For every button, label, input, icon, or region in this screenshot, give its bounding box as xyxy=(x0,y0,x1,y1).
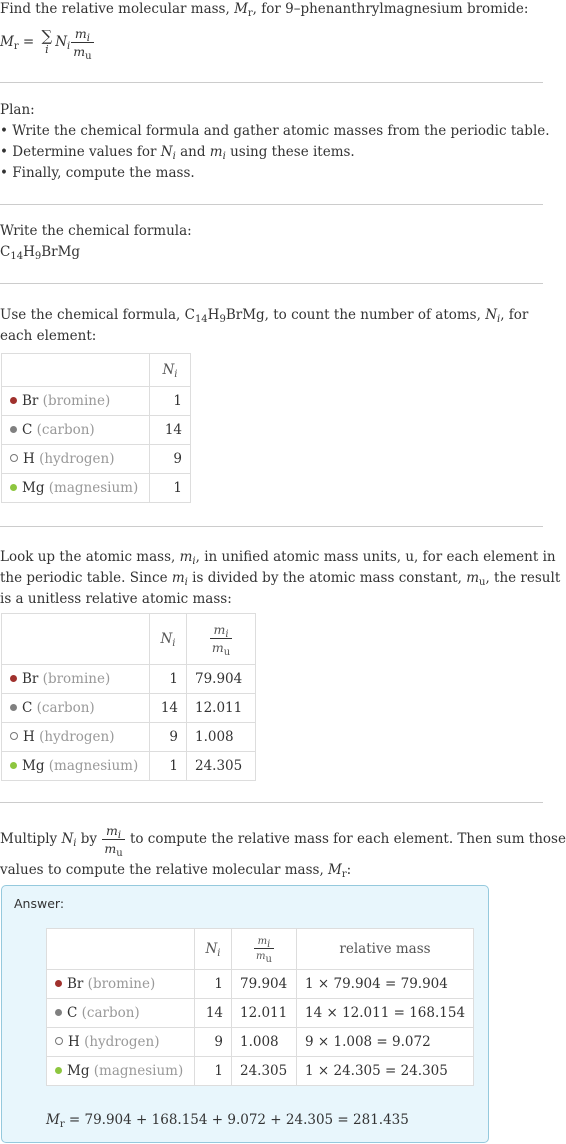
hydrogen-dot-icon xyxy=(10,454,18,462)
count-formula-rest: BrMg xyxy=(225,307,265,323)
count-cell: 9 xyxy=(150,445,191,474)
header-N-text: N xyxy=(160,631,173,647)
symbol-M: M xyxy=(234,1,248,17)
count-cell: 14 xyxy=(195,999,232,1028)
relative-mass-cell: 14 × 12.011 = 168.154 xyxy=(297,999,474,1028)
multiply-mu: m xyxy=(104,840,117,856)
question-compound: , for 9–phenanthrylmagnesium bromide: xyxy=(252,1,529,17)
element-symbol: C xyxy=(22,422,33,438)
element-symbol: H xyxy=(68,1034,80,1050)
count-text-line2: each element: xyxy=(0,328,97,344)
relative-mass-cell: 1 × 79.904 = 79.904 xyxy=(297,970,474,999)
element-symbol: C xyxy=(22,700,33,716)
count-cell: 9 xyxy=(195,1028,232,1057)
lookup-2a: the periodic table. Since xyxy=(0,570,172,586)
table-row xyxy=(2,665,256,694)
table-row xyxy=(47,970,474,999)
element-cell xyxy=(2,387,150,416)
header-N-text: N xyxy=(205,941,218,957)
mass-cell: 1.008 xyxy=(232,1028,297,1057)
count-formula-H-sub: 9 xyxy=(219,314,226,325)
header-N xyxy=(150,354,191,387)
bromine-dot-icon xyxy=(10,397,17,404)
table-header-row xyxy=(47,929,474,970)
header-N xyxy=(195,929,232,970)
element-symbol: Mg xyxy=(22,480,45,496)
lookup-m2: m xyxy=(171,570,185,586)
multiply-line-2 xyxy=(0,861,351,879)
element-symbol: C xyxy=(67,1005,78,1021)
mass-cell: 24.305 xyxy=(187,752,256,781)
count-cell: 14 xyxy=(150,694,187,723)
header-relative-mass: relative mass xyxy=(297,929,474,970)
count-cell: 1 xyxy=(150,387,191,416)
header-mu: m xyxy=(256,951,266,962)
answer-result xyxy=(46,1111,409,1129)
answer-label: Answer: xyxy=(14,896,65,911)
divider xyxy=(0,82,543,83)
element-name: (magnesium) xyxy=(48,480,139,496)
divider xyxy=(0,283,543,284)
element-symbol: Br xyxy=(22,671,39,687)
multiply-line-1 xyxy=(0,820,566,858)
element-name: (carbon) xyxy=(36,700,95,716)
table-row xyxy=(2,474,191,503)
header-mass-ratio xyxy=(187,614,256,665)
header-mu-sub: u xyxy=(265,954,272,965)
mass-cell: 12.011 xyxy=(232,999,297,1028)
multiply-2a: values to compute the relative molecular mass, xyxy=(0,862,329,878)
plan-item-1: • Write the chemical formula and gather atomic masses from the periodic table. xyxy=(0,123,550,139)
plan-N: N xyxy=(160,144,173,160)
header-empty xyxy=(47,929,195,970)
formula-N: N xyxy=(55,34,68,50)
header-empty xyxy=(2,354,150,387)
lookup-m: m xyxy=(179,549,193,565)
header-mi-sub: i xyxy=(267,939,271,950)
element-name: (hydrogen) xyxy=(39,729,115,745)
element-symbol: Mg xyxy=(22,758,45,774)
element-cell xyxy=(47,1028,195,1057)
multiply-M: M xyxy=(328,862,342,878)
count-text-line1 xyxy=(0,306,528,324)
element-cell xyxy=(47,999,195,1028)
header-mu: m xyxy=(211,640,224,655)
table-row xyxy=(2,416,191,445)
plan-item-2-lead: • Determine values for xyxy=(0,144,161,160)
lookup-2c: , the result xyxy=(485,570,561,586)
element-cell xyxy=(2,752,150,781)
formula-fraction xyxy=(71,25,93,62)
count-formula-C-sub: 14 xyxy=(194,314,208,325)
magnesium-dot-icon xyxy=(10,484,17,491)
relative-mass-cell: 1 × 24.305 = 24.305 xyxy=(297,1057,474,1086)
multiply-a: Multiply xyxy=(0,831,62,847)
header-mi-sub: i xyxy=(225,629,229,640)
table-row xyxy=(2,752,256,781)
mass-cell: 79.904 xyxy=(232,970,297,999)
element-name: (carbon) xyxy=(36,422,95,438)
count-table xyxy=(1,353,191,503)
relative-mass-cell: 9 × 1.008 = 9.072 xyxy=(297,1028,474,1057)
bromine-dot-icon xyxy=(10,675,17,682)
symbol-M-sub: r xyxy=(247,8,253,19)
element-symbol: Br xyxy=(22,393,39,409)
element-cell xyxy=(47,1057,195,1086)
element-cell xyxy=(2,416,150,445)
element-symbol: Mg xyxy=(67,1063,90,1079)
frac-num: m xyxy=(74,25,87,41)
count-cell: 9 xyxy=(150,723,187,752)
header-N xyxy=(150,614,187,665)
header-mi: m xyxy=(213,622,226,637)
count-cell: 14 xyxy=(150,416,191,445)
carbon-dot-icon xyxy=(55,1009,62,1016)
lookup-line-2 xyxy=(0,569,560,587)
count-N: N xyxy=(485,307,497,323)
element-cell xyxy=(47,970,195,999)
mass-cell: 1.008 xyxy=(187,723,256,752)
element-cell xyxy=(2,723,150,752)
element-name: (magnesium) xyxy=(93,1063,184,1079)
formula-H-sub: 9 xyxy=(34,251,42,262)
answer-table xyxy=(46,928,474,1086)
multiply-fraction xyxy=(102,822,124,859)
question-text xyxy=(0,0,528,18)
frac-den: m xyxy=(73,43,86,59)
header-N-sub: i xyxy=(172,638,176,649)
count-cell: 1 xyxy=(150,474,191,503)
sum-symbol xyxy=(41,26,53,57)
element-name: (hydrogen) xyxy=(84,1034,160,1050)
sum-index: i xyxy=(45,42,49,56)
chemical-formula xyxy=(0,243,80,261)
mass-cell: 12.011 xyxy=(187,694,256,723)
frac-num-sub: i xyxy=(86,32,90,44)
plan-and: and xyxy=(175,144,210,160)
table-row xyxy=(2,387,191,416)
formula-lhs-sub: r xyxy=(13,41,19,52)
count-N-sub: i xyxy=(497,314,501,325)
multiply-mi: m xyxy=(105,822,118,838)
plan-title: Plan: xyxy=(0,102,35,118)
element-cell xyxy=(2,445,150,474)
sum-sign: ∑ xyxy=(41,26,53,45)
carbon-dot-icon xyxy=(10,426,17,433)
element-name: (magnesium) xyxy=(48,758,139,774)
hydrogen-dot-icon xyxy=(10,732,18,740)
plan-item-3: • Finally, compute the mass. xyxy=(0,165,195,181)
multiply-mi-sub: i xyxy=(117,829,122,841)
answer-sum: = 79.904 + 168.154 + 9.072 + 24.305 = 281.435 xyxy=(64,1112,409,1128)
lookup-line-3: is a unitless relative atomic mass: xyxy=(0,591,232,607)
element-name: (carbon) xyxy=(81,1005,140,1021)
header-mi: m xyxy=(257,936,268,947)
header-mass-ratio xyxy=(232,929,297,970)
table-row xyxy=(47,999,474,1028)
table-row xyxy=(2,723,256,752)
header-empty xyxy=(2,614,150,665)
element-name: (bromine) xyxy=(42,393,111,409)
multiply-b: by xyxy=(76,831,102,847)
element-cell xyxy=(2,474,150,503)
element-name: (bromine) xyxy=(42,671,111,687)
count-cell: 1 xyxy=(150,665,187,694)
count-lead: Use the chemical formula, xyxy=(0,307,185,323)
answer-M-sub: r xyxy=(59,1119,65,1130)
plan-item-2-end: using these items. xyxy=(225,144,355,160)
header-N-sub: i xyxy=(217,948,221,959)
carbon-dot-icon xyxy=(10,704,17,711)
table-header-row xyxy=(2,614,256,665)
divider xyxy=(0,204,543,205)
count-cell: 1 xyxy=(195,1057,232,1086)
formula-title: Write the chemical formula: xyxy=(0,223,192,239)
multiply-N: N xyxy=(61,831,74,847)
magnesium-dot-icon xyxy=(10,762,17,769)
element-symbol: H xyxy=(23,451,35,467)
count-formula-H: H xyxy=(207,307,220,323)
table-row xyxy=(2,694,256,723)
lookup-mu: m xyxy=(466,570,479,586)
formula-lhs: M xyxy=(0,34,14,50)
answer-M: M xyxy=(46,1112,60,1128)
plan-N-sub: i xyxy=(172,151,176,162)
multiply-M-sub: r xyxy=(341,869,347,880)
multiply-mu-sub: u xyxy=(116,847,123,859)
element-symbol: H xyxy=(23,729,35,745)
multiply-2b: : xyxy=(346,862,352,878)
header-N-text: N xyxy=(162,362,175,378)
header-mu-sub: u xyxy=(223,647,231,658)
mass-cell: 79.904 xyxy=(187,665,256,694)
element-symbol: Br xyxy=(67,976,84,992)
multiply-c: to compute the relative mass for each element. Then sum those xyxy=(125,831,566,847)
lookup-m-sub: i xyxy=(192,556,196,567)
count-cell: 1 xyxy=(195,970,232,999)
element-name: (bromine) xyxy=(87,976,156,992)
question-lead: Find the relative molecular mass, xyxy=(0,1,235,17)
element-cell xyxy=(2,665,150,694)
mass-table xyxy=(1,613,256,781)
multiply-N-sub: i xyxy=(73,838,77,849)
divider xyxy=(0,802,543,803)
formula-equals: = xyxy=(18,34,39,50)
count-mid: , to count the number of atoms, xyxy=(264,307,486,323)
lookup-1a: Look up the atomic mass, xyxy=(0,549,180,565)
table-row xyxy=(2,445,191,474)
formula-rest: BrMg xyxy=(41,244,81,260)
mass-cell: 24.305 xyxy=(232,1057,297,1086)
lookup-1b: , in unified atomic mass units, u, for each element in xyxy=(195,549,556,565)
bromine-dot-icon xyxy=(55,980,62,987)
plan-m: m xyxy=(209,144,223,160)
answer-box xyxy=(1,885,489,1143)
divider xyxy=(0,526,543,527)
formula-N-sub: i xyxy=(67,41,71,52)
count-formula-C: C xyxy=(184,307,195,323)
count-end: , for xyxy=(500,307,529,323)
formula-C-sub: 14 xyxy=(10,251,24,262)
mass-formula xyxy=(0,22,95,62)
table-row xyxy=(47,1057,474,1086)
table-row xyxy=(47,1028,474,1057)
magnesium-dot-icon xyxy=(55,1067,62,1074)
header-N-sub: i xyxy=(174,369,178,380)
formula-C: C xyxy=(0,244,11,260)
plan-item-2 xyxy=(0,143,355,161)
formula-H: H xyxy=(23,244,35,260)
lookup-mu-sub: u xyxy=(479,577,486,588)
plan-m-sub: i xyxy=(222,151,226,162)
hydrogen-dot-icon xyxy=(55,1037,63,1045)
element-cell xyxy=(2,694,150,723)
lookup-2b: is divided by the atomic mass constant, xyxy=(187,570,467,586)
frac-den-sub: u xyxy=(85,50,92,62)
table-header-row xyxy=(2,354,191,387)
element-name: (hydrogen) xyxy=(39,451,115,467)
lookup-m2-sub: i xyxy=(184,577,188,588)
lookup-line-1 xyxy=(0,548,556,566)
count-cell: 1 xyxy=(150,752,187,781)
